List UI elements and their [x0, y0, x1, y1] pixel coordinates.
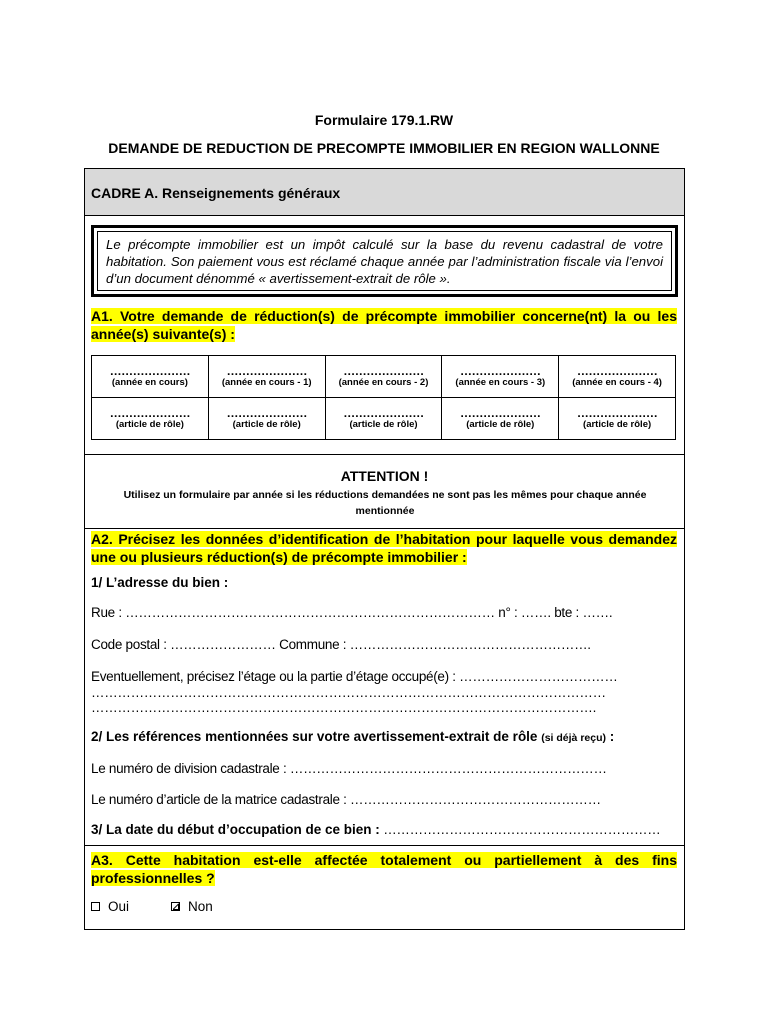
form-frame — [84, 168, 685, 930]
notice-text: Le précompte immobilier est un impôt calculé sur la base du revenu cadastral de votre habitation. Son paiement vous est réclamé chaque année par l’administration fiscale via l’envoi d’un document dénommé « avertissement-extrait de rôle ». — [97, 231, 672, 291]
notice-box — [91, 225, 678, 297]
a3-divider — [85, 845, 684, 846]
non-option[interactable]: Non — [171, 899, 213, 914]
article-cell-4[interactable]: ………………… (article de rôle) — [559, 398, 676, 440]
form-number: Formulaire 179.1.RW — [314, 112, 454, 128]
oui-checkbox[interactable] — [91, 902, 100, 911]
article-cell-2[interactable]: ………………… (article de rôle) — [325, 398, 442, 440]
article-cell-3[interactable]: ………………… (article de rôle) — [442, 398, 559, 440]
attention-box — [85, 454, 684, 529]
a3-heading: A3. Cette habitation est-elle affectée totalement ou partiellement à des fins professionnelles ? — [91, 852, 677, 886]
code-postal-field[interactable]: Code postal : …………………… Commune : ………………………………………………. — [91, 637, 591, 652]
years-table — [91, 355, 676, 440]
etage-field-line-1[interactable]: Eventuellement, précisez l’étage ou la partie d’étage occupé(e) : ……………………………… — [91, 669, 618, 684]
form-title: DEMANDE DE REDUCTION DE PRECOMPTE IMMOBILIER EN REGION WALLONNE — [108, 140, 660, 156]
non-checkbox[interactable] — [171, 902, 180, 911]
year-cell-1[interactable]: ………………… (année en cours - 1) — [208, 356, 325, 398]
year-cell-0[interactable]: ………………… (année en cours) — [92, 356, 209, 398]
date-field[interactable]: 3/ La date du début d’occupation de ce bien : ……………………………………………………… — [91, 822, 661, 837]
article-matrice-field[interactable]: Le numéro d’article de la matrice cadastrale : ………………………………………………… — [91, 792, 601, 807]
cadre-a-header — [85, 169, 684, 216]
division-field[interactable]: Le numéro de division cadastrale : ……………………………………………………………… — [91, 761, 607, 776]
etage-field-line-2[interactable]: ……………………………………………………………………………………………………… — [91, 685, 606, 700]
refs-title: 2/ Les références mentionnées sur votre avertissement-extrait de rôle (si déjà reçu) : — [91, 729, 615, 744]
oui-option[interactable]: Oui — [91, 899, 129, 914]
etage-field-line-3[interactable]: ……………………………………………………………………………………………………. — [91, 700, 597, 715]
attention-text: Utilisez un formulaire par année si les réductions demandées ne sont pas les mêmes pour chaque année mentionnée — [123, 489, 647, 517]
address-title: 1/ L’adresse du bien : — [91, 575, 229, 590]
rue-field[interactable]: Rue : ………………………………………………………………………… n° : ……. bte : ……. — [91, 605, 613, 620]
year-cell-3[interactable]: ………………… (année en cours - 3) — [442, 356, 559, 398]
article-cell-0[interactable]: ………………… (article de rôle) — [92, 398, 209, 440]
attention-title: ATTENTION ! — [340, 468, 429, 484]
year-cell-2[interactable]: ………………… (année en cours - 2) — [325, 356, 442, 398]
article-cell-1[interactable]: ………………… (article de rôle) — [208, 398, 325, 440]
a2-heading: A2. Précisez les données d’identification de l’habitation pour laquelle vous demandez une ou plusieurs réduction(s) de précompte immobilier : — [91, 531, 677, 565]
a1-heading: A1. Votre demande de réduction(s) de précompte immobilier concerne(nt) la ou les année(s) suivante(s) : — [91, 308, 677, 342]
year-cell-4[interactable]: ………………… (année en cours - 4) — [559, 356, 676, 398]
cadre-a-title: CADRE A. Renseignements généraux — [91, 185, 341, 201]
